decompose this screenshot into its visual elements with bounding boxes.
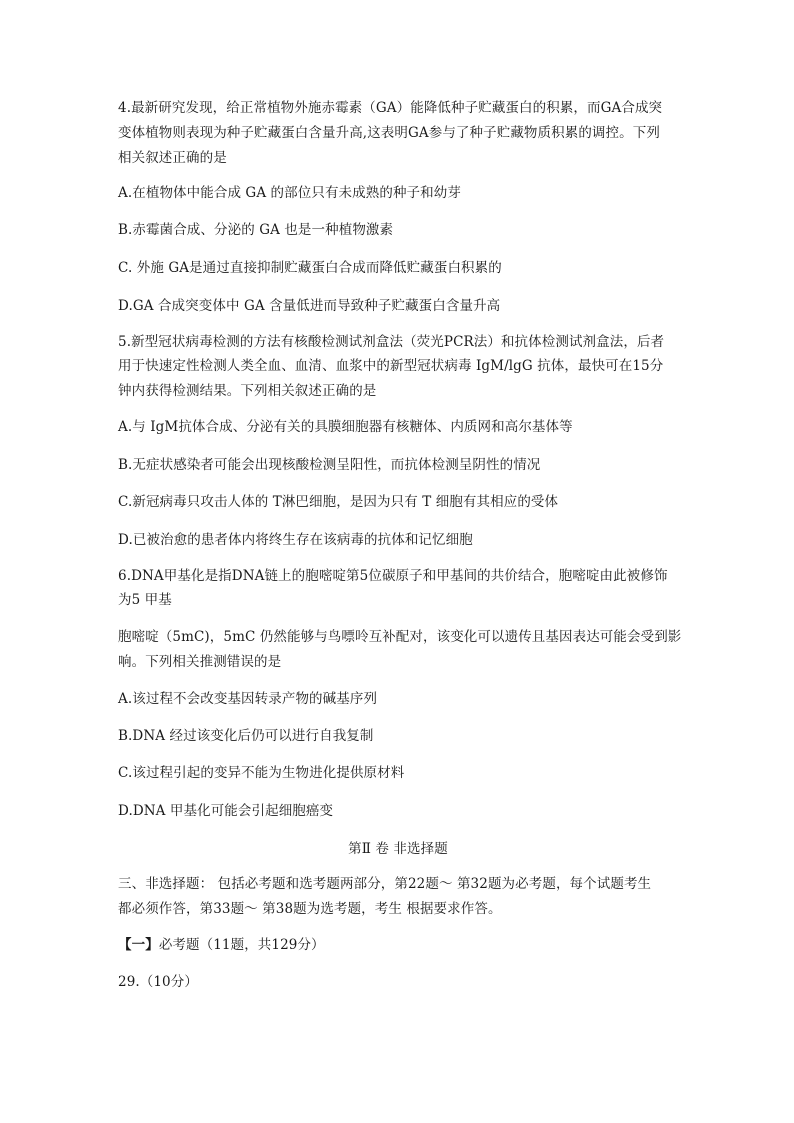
q4-stem-line-2: 变体植物则表现为种子贮藏蛋白含量升高,这表明GA参与了种子贮藏物质积累的调控。下列 [118,125,660,141]
q4-stem-line-3: 相关叙述正确的是 [118,150,227,166]
q6-option-c: C.该过程引起的变异不能为生物进化提供原材料 [118,765,405,781]
q5-stem-line-1: 5.新型冠状病毒检测的方法有核酸检测试剂盒法（荧光PCR法）和抗体检测试剂盒法，后者 [118,334,665,350]
q6-stem-line-4: 响。下列相关推测错误的是 [118,654,282,670]
part-label-bracket: 【一】 [118,937,159,953]
q29-heading: 29.（10分） [118,974,198,990]
q6-option-d: D.DNA 甲基化可能会引起细胞癌变 [118,803,334,819]
q4-option-c: C. 外施 GA是通过直接抑制贮藏蛋白合成而降低贮藏蛋白积累的 [118,260,502,276]
q5-stem-line-3: 钟内获得检测结果。下列相关叙述正确的是 [118,383,377,399]
q4-option-a: A.在植物体中能合成 GA 的部位只有未成熟的种子和幼芽 [118,185,461,201]
q6-option-b: B.DNA 经过该变化后仍可以进行自我复制 [118,728,374,744]
q6-option-a: A.该过程不会改变基因转录产物的碱基序列 [118,691,378,707]
section-intro-line-2: 都必须作答，第33题～ 第38题为选考题，考生 根据要求作答。 [118,901,502,917]
q5-option-b: B.无症状感染者可能会出现核酸检测呈阳性，而抗体检测呈阴性的情况 [118,457,541,473]
q6-stem-line-1: 6.DNA甲基化是指DNA链上的胞嘧啶第5位碳原子和甲基间的共价结合，胞嘧啶由此被修饰 [118,568,668,584]
part-label [118,936,325,954]
q6-stem-line-2: 为5 甲基 [118,592,172,608]
q4-stem-line-1: 4.最新研究发现，给正常植物外施赤霉素（GA）能降低种子贮藏蛋白的积累，而GA合成突 [118,100,663,116]
q5-stem-line-2: 用于快速定性检测人类全血、血清、血浆中的新型冠状病毒 IgM/lgG 抗体，最快可在15分 [118,358,664,374]
q6-stem-line-3: 胞嘧啶（5mC)，5mC 仍然能够与鸟嘌呤互补配对，该变化可以遗传且基因表达可能会受到影 [118,629,682,645]
section-intro-line-1: 三、非选择题： 包括必考题和选考题两部分，第22题～ 第32题为必考题，每个试题考生 [118,876,652,892]
section-title: 第Ⅱ 卷 非选择题 [348,841,448,857]
q5-option-a: A.与 IgM抗体合成、分泌有关的具膜细胞器有核糖体、内质网和高尔基体等 [118,419,573,435]
q4-option-d: D.GA 合成突变体中 GA 含量低进而导致种子贮藏蛋白含量升高 [118,298,501,314]
part-label-text: 必考题（11题，共129分） [158,937,325,953]
q5-option-d: D.已被治愈的患者体内将终生存在该病毒的抗体和记忆细胞 [118,532,473,548]
q4-option-b: B.赤霉菌合成、分泌的 GA 也是一种植物激素 [118,222,394,238]
q5-option-c: C.新冠病毒只攻击人体的 T淋巴细胞，是因为只有 T 细胞有其相应的受体 [118,494,559,510]
